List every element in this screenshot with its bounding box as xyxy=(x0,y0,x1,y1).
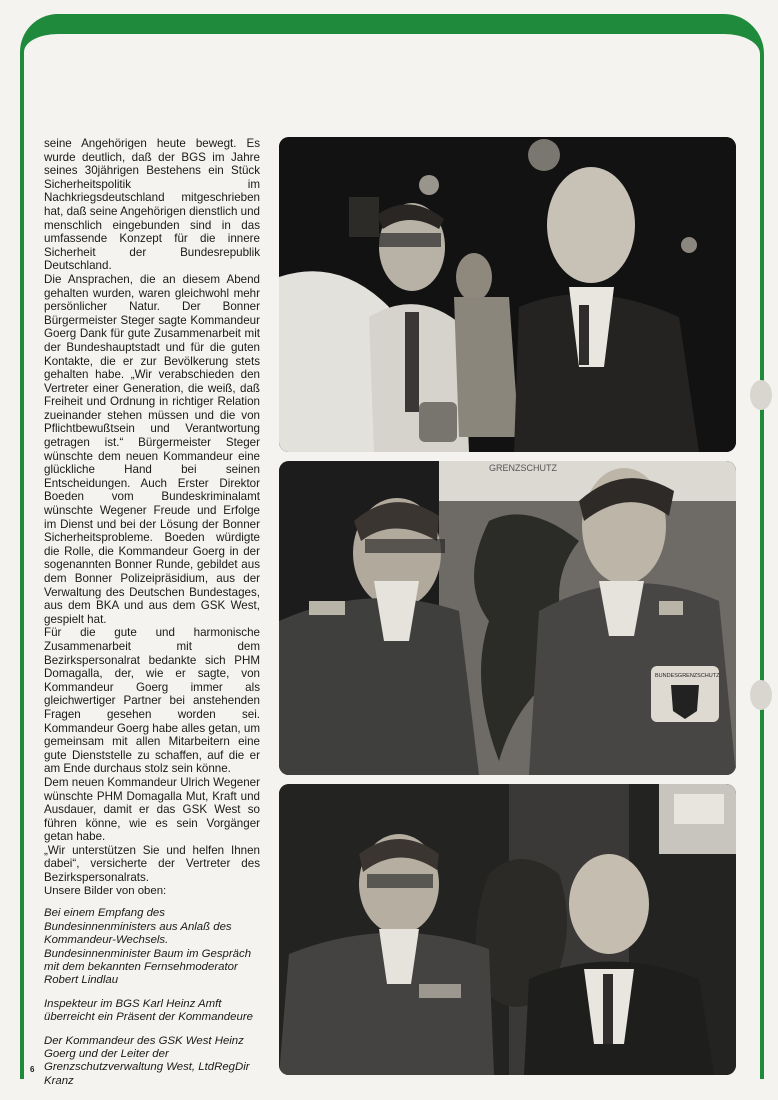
caption-photo-1: Bei einem Empfang des Bundesinnenministers aus Anlaß des Kommandeur-Wechsels. Bundesinnenminister Baum im Gespräch mit dem bekannten Fernsehmoderator Robert Lindlau xyxy=(44,907,252,987)
binder-hole xyxy=(750,680,772,710)
caption-photo-3: Der Kommandeur des GSK West Heinz Goerg und der Leiter der Grenzschutzverwaltung West, LtdRegDir Kranz xyxy=(44,1034,250,1087)
article-paragraph: seine Angehörigen heute bewegt. Es wurde deutlich, daß der BGS im Jahre seines 30jährigen Bestehens ein Stück Sicherheitspolitik im Nachkriegsdeutschland mitgeschrieben hat, daß seine Angehörigen dienstlich und menschlich eingebunden sind in das umfassende Konzept für die innere Sicherheit der Bundesrepublik Deutschland. xyxy=(44,137,260,273)
article-paragraph: Die Ansprachen, die an diesem Abend gehalten wurden, waren gleichwohl mehr persönlicher Natur. Der Bonner Bürgermeister Steger sagte Kommandeur Goerg Dank für gute Zusammenarbeit mit der Bundeshauptstadt und für die guten Kontakte, die er zur Bevölkerung stets gehalten habe. „Wir verabschieden den Vertreter einer Generation, die weiß, daß Freiheit und Ordnung in richtiger Relation zueinander stehen müssen und die von Pflichtbewußtsein und Verantwortung getragen ist.“ Bürgermeister Steger wünschte dem neuen Kommandeur eine glückliche Hand bei seinen Entscheidungen. Auch Erster Direktor Boeden vom Bundeskriminalamt wünschte Wegener Freude und Erfolge im Dienst und bei der Lösung der Bonner Sicherheitsprobleme. Boeden würdigte die Rolle, die Kommandeur Goerg in der sogenannten Bonner Runde, gebildet aus dem Bonner Polizeipräsidium, aus der Verwaltung des Deutschen Bundestages, aus dem BKA und aus dem GSK West, gespielt hat. xyxy=(44,272,260,626)
bundesgrenzschutz-patch xyxy=(651,666,720,722)
photo-reception xyxy=(279,137,736,452)
patch-text: BUNDESGRENZSCHUTZ xyxy=(655,673,720,679)
captions-label: Unsere Bilder von oben: xyxy=(44,885,167,897)
caption-photo-2: Inspekteur im BGS Karl Heinz Amft überreicht ein Präsent der Kommandeure xyxy=(44,997,253,1024)
photo-presentation xyxy=(279,461,736,775)
photo-commanders xyxy=(279,784,736,1075)
background-sign-text: GRENZSCHUTZ xyxy=(489,463,557,473)
photo-commanders-image xyxy=(279,784,736,1075)
article-paragraph: Dem neuen Kommandeur Ulrich Wegener wünschte PHM Domagalla Mut, Kraft und Ausdauer, damit er das GSK West so führen könne, wie es sein Vorgänger getan habe. xyxy=(44,775,260,844)
article-paragraph: Für die gute und harmonische Zusammenarbeit mit dem Bezirkspersonalrat bedankte sich PHM Domagalla, der, wie er sagte, von Kommandeur Goerg immer als gleichwertiger Partner bei anstehenden Fragen gesehen worden sei. Kommandeur Goerg habe alles getan, um gemeinsam mit allen Mitarbeitern eine gute Dienststelle zu schaffen, auf die er am Ende durchaus stolz sein könne. xyxy=(44,626,260,776)
page-number: 6 xyxy=(30,1065,35,1074)
photo-reception-image xyxy=(279,137,736,452)
binder-hole xyxy=(750,380,772,410)
article-body xyxy=(44,137,260,885)
article-paragraph: „Wir unterstützen Sie und helfen Ihnen dabei“, versicherte der Vertreter des Bezirkspersonalrats. xyxy=(44,843,260,885)
photo-captions xyxy=(44,885,264,1098)
photo-presentation-image xyxy=(279,461,736,775)
